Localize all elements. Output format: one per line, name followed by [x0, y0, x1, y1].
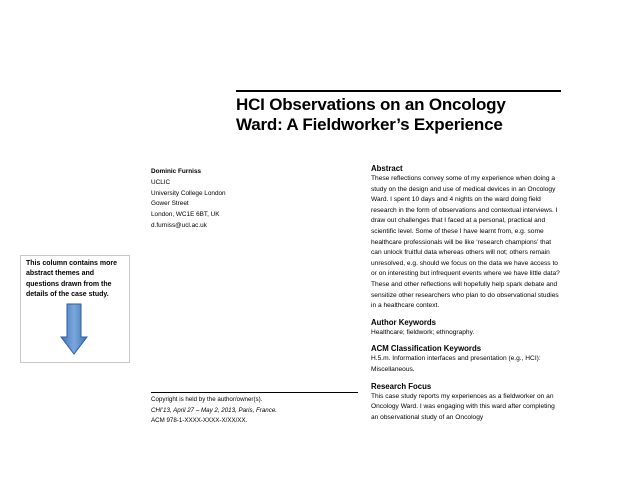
sidebar-note-box: [20, 255, 130, 363]
keywords-heading: Author Keywords: [371, 317, 436, 327]
title-rule: [236, 90, 561, 92]
acm-isbn-line: ACM 978-1-XXXX-XXXX-X/XX/XX.: [151, 417, 248, 425]
conference-line: CHI’13, April 27 – May 2, 2013, Paris, France.: [151, 406, 277, 414]
author-block: [151, 167, 351, 232]
author-name: Dominic Furniss: [151, 168, 202, 175]
arrow-down-icon: [60, 303, 88, 355]
author-institution: University College London: [151, 189, 226, 197]
abstract-body: These reflections convey some of my experience when doing a study on the design and use of medical devices in an Oncology Ward. I spent 10 days and 4 nights on the ward doing field research in the form of observations and contextual interviews. I draw out challenges that I faced at a personal, practical and scientific level. Some of these I have learnt from, e.g. some healthcare professionals will be like ‘research champions’ that can unlock fruitful data whereas others will not; others remain unresolved, e.g. should we focus on the data we have access to or on interesting but infrequent events where we have little data? These and other reflections will hopefully help spark debate and sensitize other researchers who plan to do observational studies in a healthcare context.: [371, 175, 560, 310]
author-street: Gower Street: [151, 200, 189, 208]
keywords-body: Healthcare; fieldwork; ethnography.: [371, 328, 475, 336]
copyright-rule: [151, 392, 358, 393]
title-line-1: HCI Observations on an Oncology: [236, 95, 506, 114]
sidebar-note-text: This column contains more abstract themes and questions drawn from the details of the case study.: [26, 260, 118, 299]
copyright-line: Copyright is held by the author/owner(s).: [151, 396, 263, 403]
author-affiliation: UCLIC: [151, 178, 171, 186]
acm-heading: ACM Classification Keywords: [371, 344, 482, 354]
paper-title: [236, 95, 576, 135]
research-focus-body: This case study reports my experiences as a fieldworker on an Oncology Ward. I was engaging with this ward after completing an observational study of an Oncology: [371, 392, 555, 421]
title-line-2: Ward: A Fieldworker’s Experience: [236, 115, 503, 134]
research-focus-heading: Research Focus: [371, 381, 432, 391]
author-email: d.furniss@ucl.ac.uk: [151, 221, 207, 229]
main-column: [371, 164, 563, 429]
author-city: London, WC1E 6BT, UK: [151, 211, 220, 219]
acm-body: H.5.m. Information interfaces and presentation (e.g., HCI): Miscellaneous.: [371, 355, 541, 373]
abstract-heading: Abstract: [371, 164, 403, 173]
copyright-block: [151, 395, 358, 427]
